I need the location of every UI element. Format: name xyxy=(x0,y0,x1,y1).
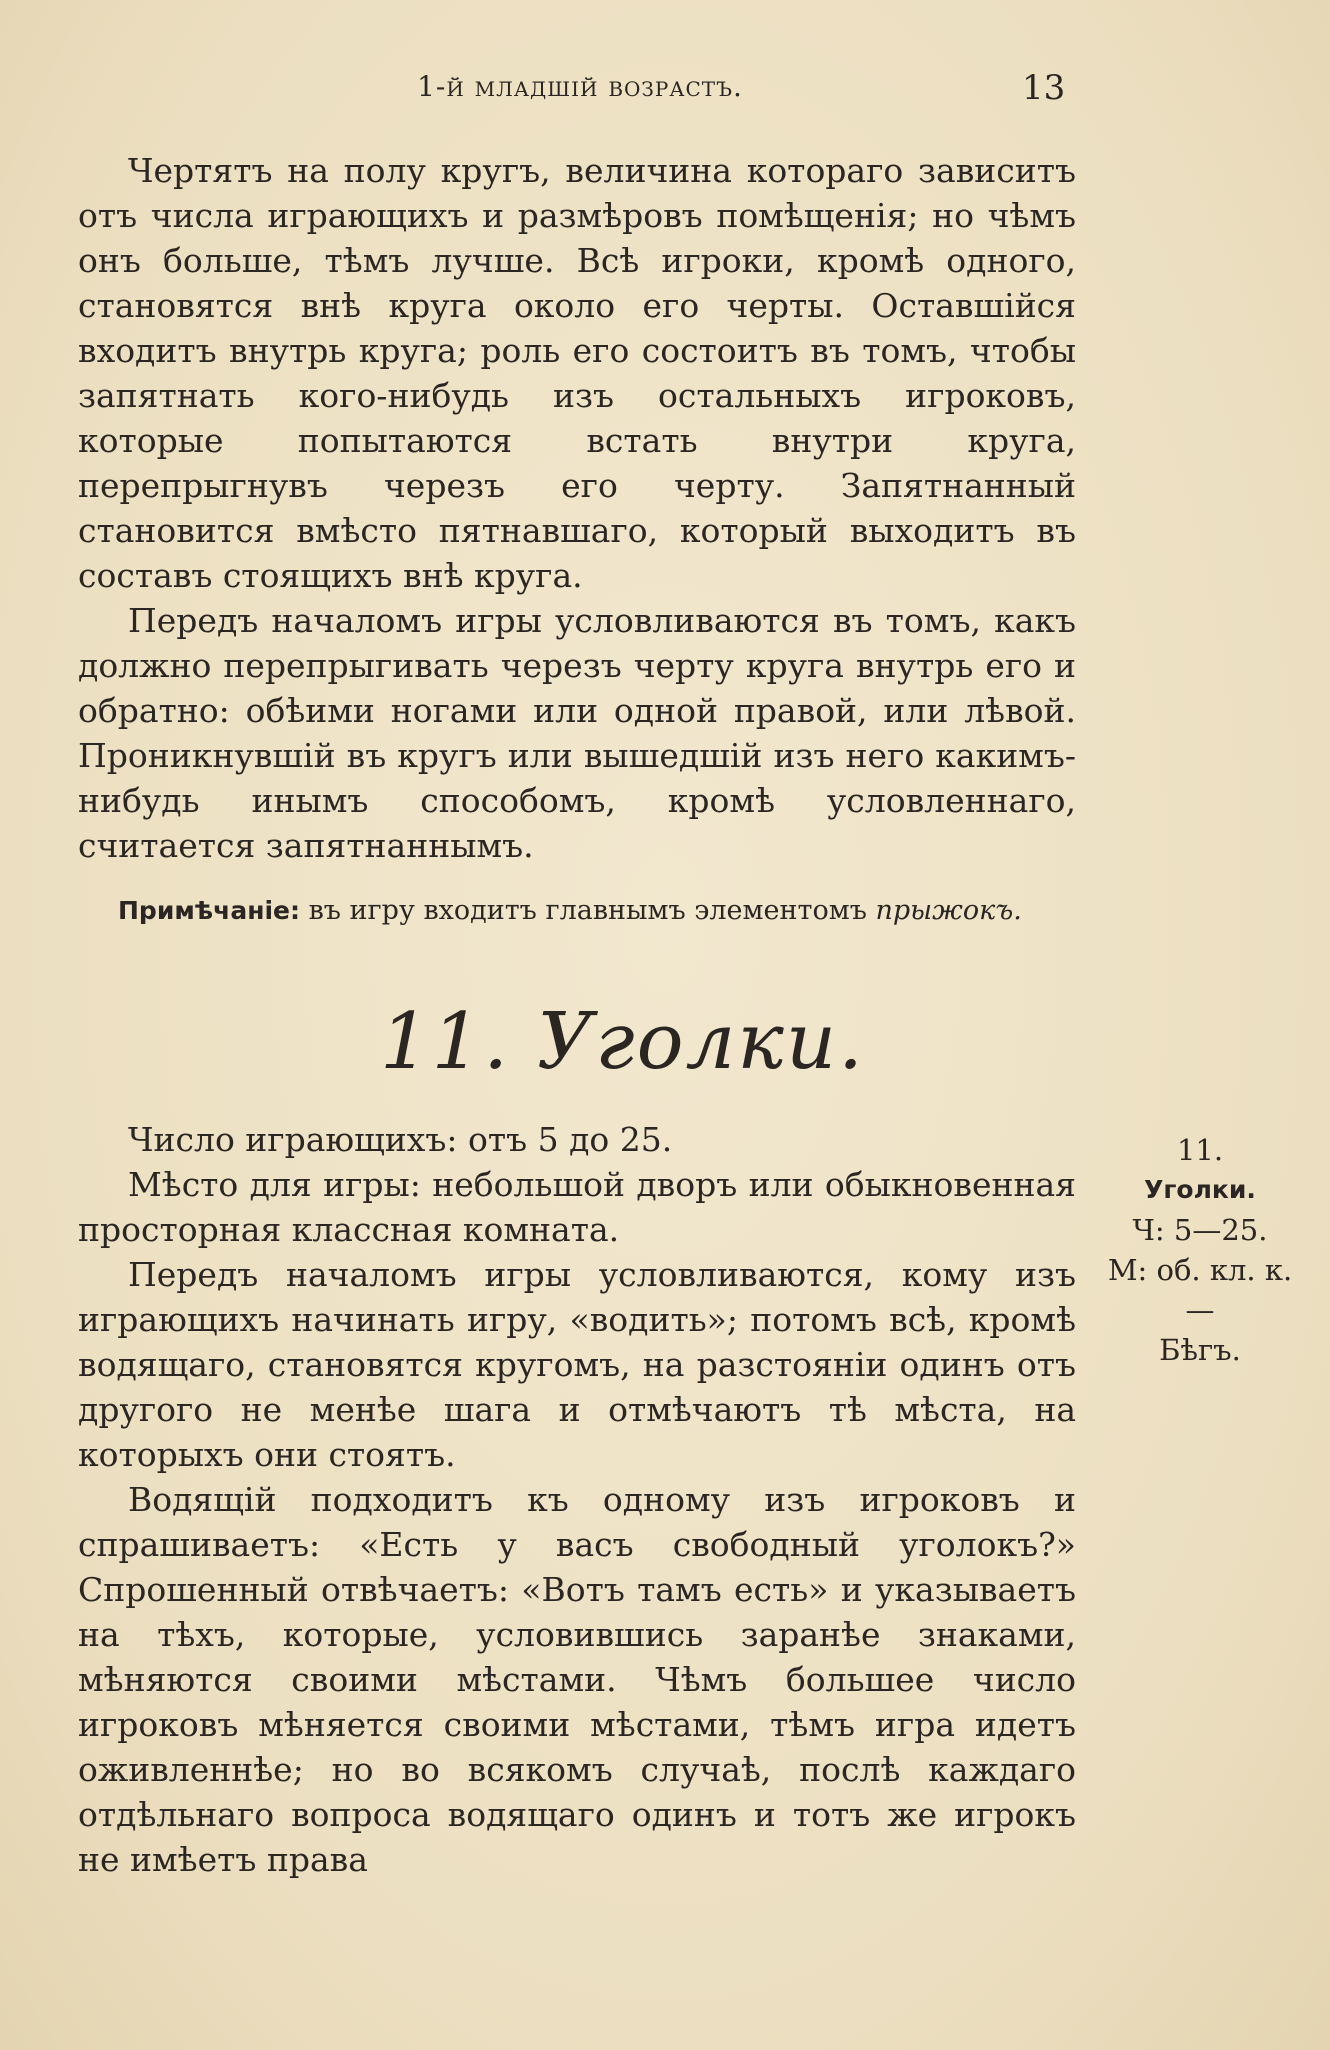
running-title: 1-й младшій возрастъ. xyxy=(417,70,743,103)
margin-note-players: Ч: 5—25. xyxy=(1132,1213,1268,1247)
margin-note-dash: — xyxy=(1185,1293,1215,1327)
margin-note-place: М: об. кл. к. xyxy=(1107,1253,1293,1287)
paragraph: Водящій подходитъ къ одному изъ игроковъ и спрашиваетъ: «Есть у васъ свободный уголокъ?» Спрошенный отвѣчаетъ: «Вотъ тамъ есть» и указываетъ на тѣхъ, которые, условившись заранѣе знаками, мѣняются своими мѣстами. Чѣмъ большее число игроковъ мѣняется своими мѣстами, тѣмъ игра идетъ оживленнѣе; но во всякомъ случаѣ, послѣ каждаго отдѣльнаго вопроса водящаго одинъ и тотъ же игрокъ не имѣетъ права xyxy=(78,1480,1076,1879)
note-text: въ игру входитъ главнымъ элементомъ xyxy=(300,895,876,926)
margin-note-number: 11. xyxy=(1176,1133,1224,1167)
section-10-continuation xyxy=(78,148,1076,868)
margin-note xyxy=(1080,1130,1320,1370)
paragraph: Чертятъ на полу кругъ, величина котораго зависитъ отъ числа играющихъ и размѣровъ помѣщенія; но чѣмъ онъ больше, тѣмъ лучше. Всѣ игроки, кромѣ одного, становятся внѣ круга около его черты. Оставшійся входитъ внутрь круга; роль его состоитъ въ томъ, чтобы запятнать кого-нибудь изъ остальныхъ игроковъ, которые попытаются встать внутри круга, перепрыгнувъ черезъ его черту. Запятнанный становится вмѣсто пятнавшаго, который выходитъ въ составъ стоящихъ внѣ круга. xyxy=(78,151,1076,595)
paragraph: Передъ началомъ игры условливаются въ томъ, какъ должно перепрыгивать черезъ черту круга внутрь его и обратно: обѣими ногами или одной правой, или лѣвой. Проникнувшій въ кругъ или вышедшій изъ него какимъ-нибудь инымъ способомъ, кромѣ условленнаго, считается запятнаннымъ. xyxy=(78,601,1076,865)
section-11-body xyxy=(78,1117,1076,1882)
note-label: Примѣчаніе: xyxy=(118,896,300,925)
paragraph: Передъ началомъ игры условливаются, кому изъ играющихъ начинать игру, «водить»; потомъ всѣ, кромѣ водящаго, становятся кругомъ, на разстояніи одинъ отъ другого не менѣе шага и отмѣчаютъ тѣ мѣста, на которыхъ они стоятъ. xyxy=(78,1255,1076,1474)
note-emphasis: прыжокъ. xyxy=(875,895,1022,926)
paragraph: Мѣсто для игры: небольшой дворъ или обыкновенная просторная классная комната. xyxy=(78,1165,1076,1249)
paragraph: Число играющихъ: отъ 5 до 25. xyxy=(128,1120,673,1159)
margin-note-type: Бѣгъ. xyxy=(1159,1333,1241,1367)
page-number: 13 xyxy=(1022,68,1066,108)
margin-note-title: Уголки. xyxy=(1144,1175,1256,1204)
footnote-remark xyxy=(118,893,1078,929)
section-heading: 11. Уголки. xyxy=(380,997,865,1087)
